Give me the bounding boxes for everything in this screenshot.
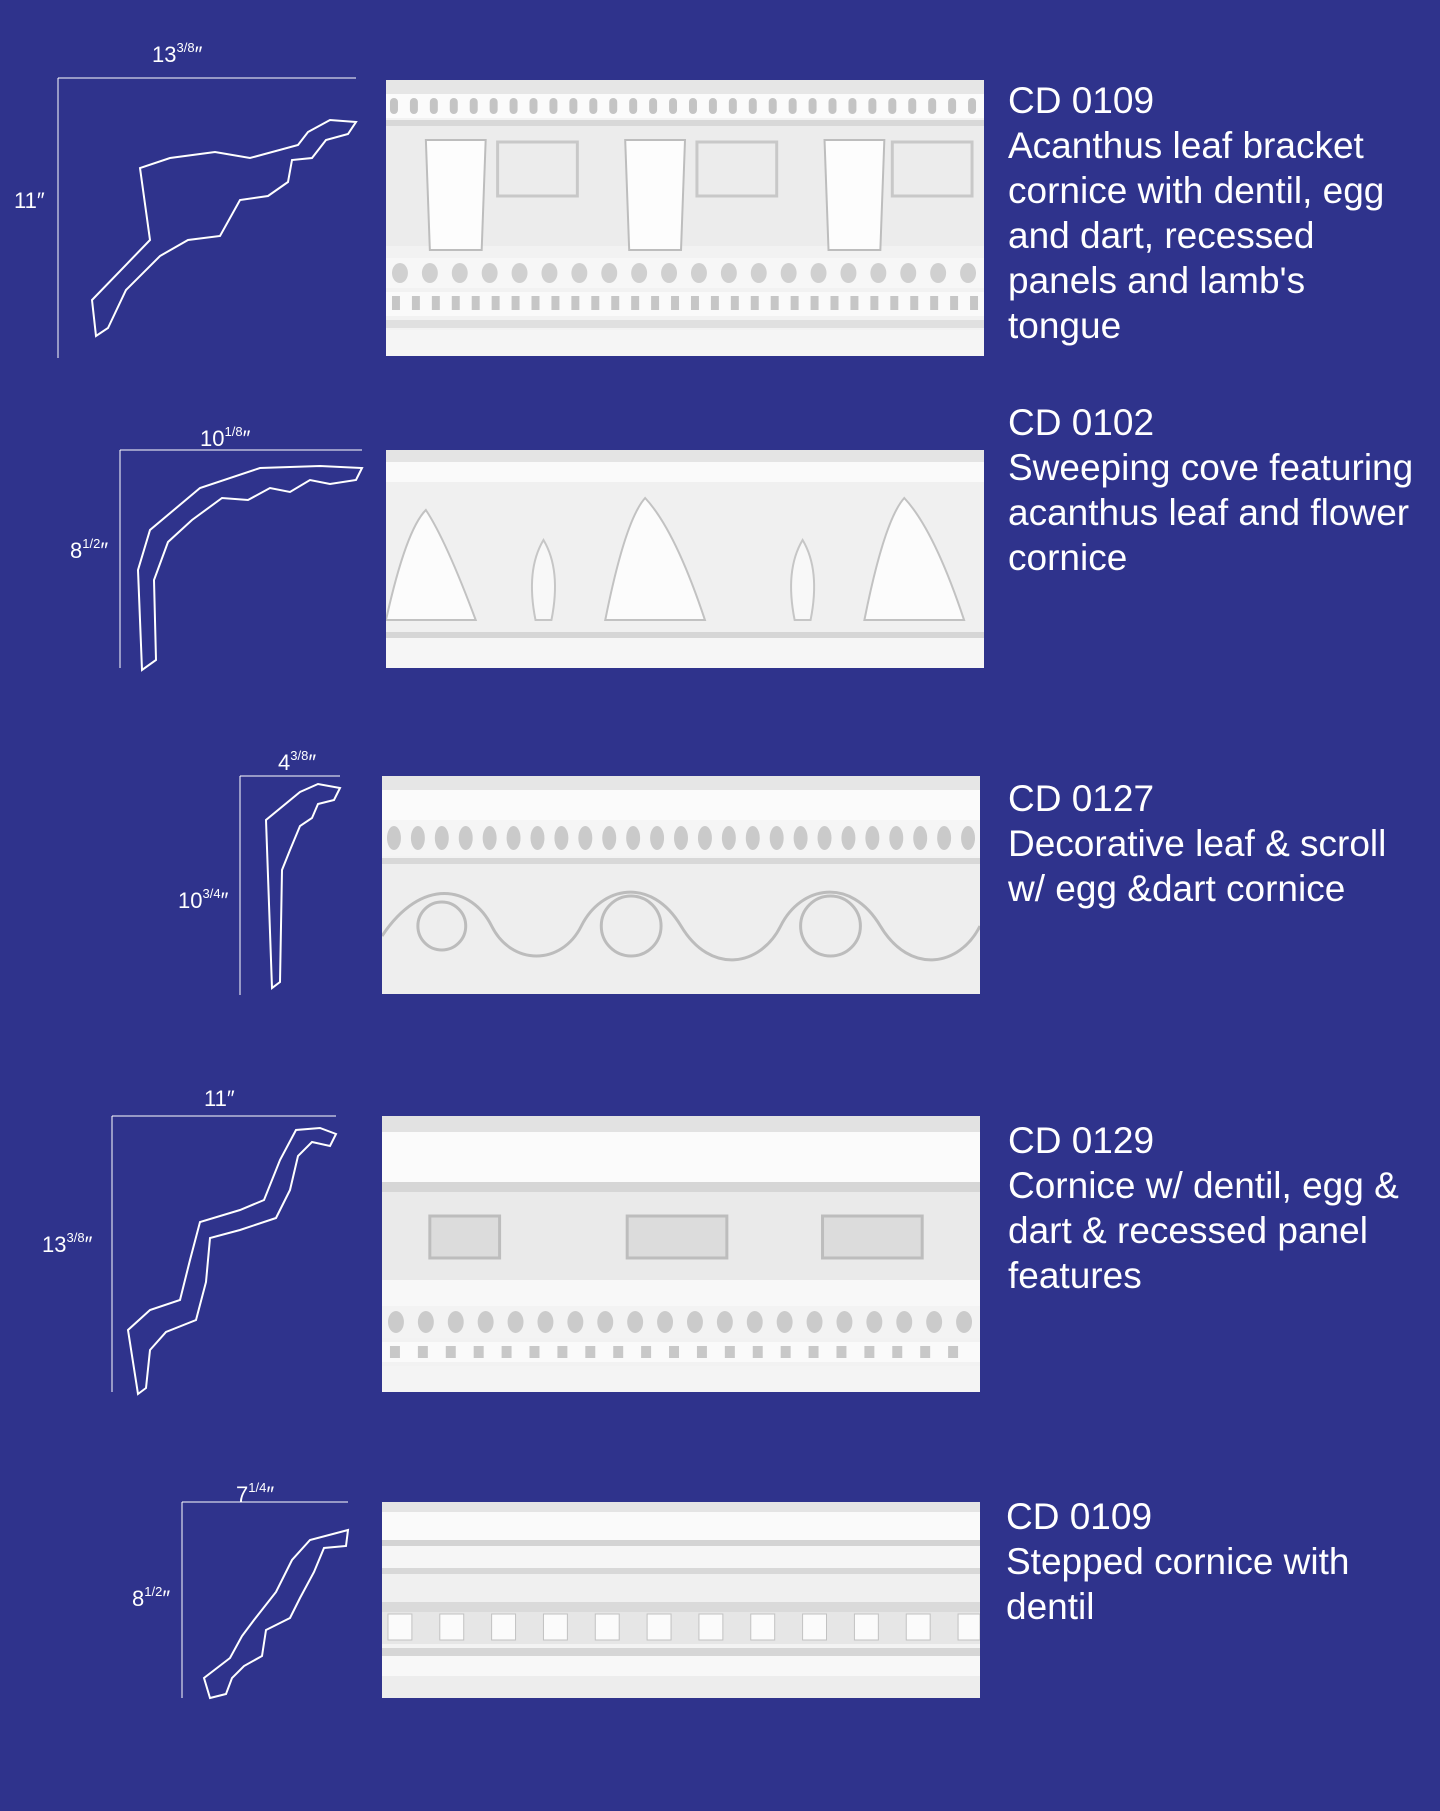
height-dimension: 11″	[14, 188, 45, 213]
height-dimension: $8^{1/2}''$	[132, 1584, 171, 1611]
product-text: Decorative leaf & scroll w/ egg &dart cornice	[1008, 823, 1387, 909]
molding-photo	[382, 776, 980, 994]
product-text: Sweeping cove featuring acanthus leaf and flower cornice	[1008, 447, 1414, 578]
width-dimension: $10^{1/8}''$	[200, 424, 251, 451]
width-dimension: $7^{1/4}''$	[236, 1480, 275, 1507]
product-description	[1006, 1494, 1426, 1629]
product-row-1	[0, 0, 1440, 370]
molding-photo	[382, 1116, 980, 1392]
width-dimension: $4^{3/8}''$	[278, 748, 317, 775]
product-code: CD 0109	[1006, 1496, 1153, 1537]
product-code: CD 0129	[1008, 1120, 1155, 1161]
molding-photo	[386, 450, 984, 668]
height-dimension: $8^{1/2}''$	[70, 536, 109, 563]
product-description	[1008, 78, 1428, 348]
product-row-3	[0, 700, 1440, 1030]
product-description	[1008, 400, 1428, 580]
molding-photo	[382, 1502, 980, 1698]
product-code: CD 0102	[1008, 402, 1155, 443]
product-row-4	[0, 1060, 1440, 1420]
product-description	[1008, 776, 1428, 911]
product-row-5	[0, 1460, 1440, 1811]
product-code: CD 0109	[1008, 80, 1155, 121]
width-dimension: 11″	[204, 1086, 235, 1111]
product-code: CD 0127	[1008, 778, 1155, 819]
product-row-2	[0, 370, 1440, 700]
product-text: Acanthus leaf bracket cornice with dentil, egg and dart, recessed panels and lamb's tongue	[1008, 125, 1385, 346]
product-description	[1008, 1118, 1428, 1298]
product-text: Stepped cornice with dentil	[1006, 1541, 1350, 1627]
height-dimension: $10^{3/4}''$	[178, 886, 229, 913]
product-text: Cornice w/ dentil, egg & dart & recessed panel features	[1008, 1165, 1399, 1296]
height-dimension: $13^{3/8}''$	[42, 1230, 93, 1257]
molding-photo	[386, 80, 984, 356]
width-dimension: $13^{3/8}''$	[152, 40, 203, 67]
